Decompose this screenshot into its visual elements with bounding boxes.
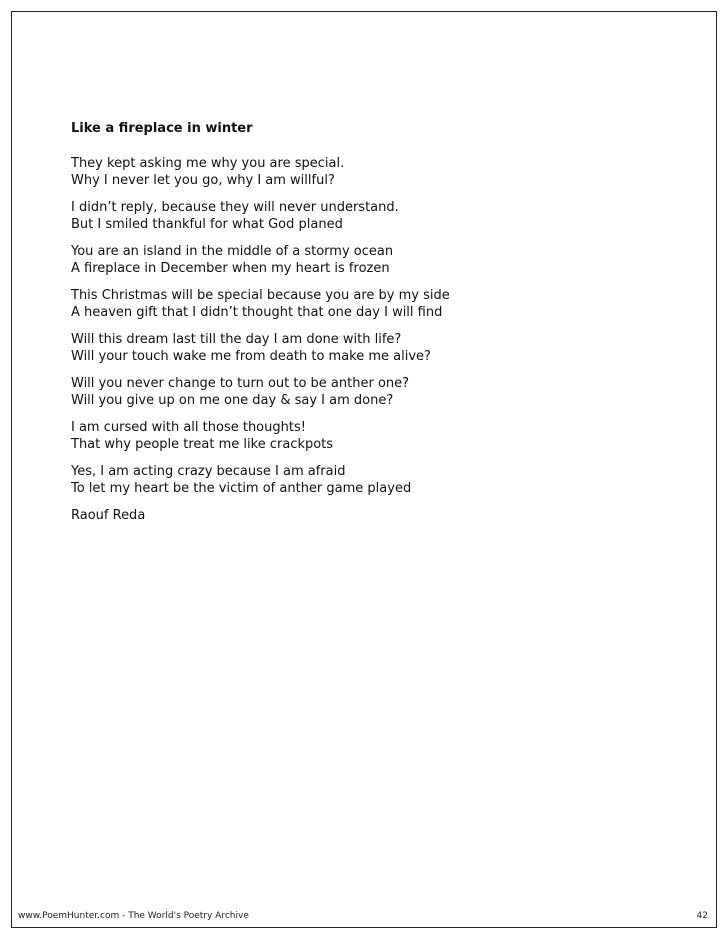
poem-line: I am cursed with all those thoughts!	[71, 420, 306, 435]
poem-line: Will this dream last till the day I am done with life?	[71, 332, 402, 347]
poem-line: A heaven gift that I didn’t thought that one day I will find	[71, 305, 443, 320]
poem-line: I didn’t reply, because they will never understand.	[71, 200, 399, 215]
stanza	[71, 199, 671, 233]
stanza	[71, 419, 671, 453]
footer-source: www.PoemHunter.com - The World's Poetry Archive	[18, 911, 249, 921]
stanza	[71, 331, 671, 365]
poem-line: This Christmas will be special because you are by my side	[71, 288, 450, 303]
stanza	[71, 375, 671, 409]
poem-line: That why people treat me like crackpots	[71, 437, 334, 452]
poem-line: Will your touch wake me from death to make me alive?	[71, 349, 431, 364]
poem	[71, 120, 671, 524]
poem-title: Like a fireplace in winter	[71, 121, 253, 136]
poem-line: You are an island in the middle of a stormy ocean	[71, 244, 394, 259]
poem-line: A fireplace in December when my heart is frozen	[71, 261, 390, 276]
poem-author: Raouf Reda	[71, 508, 146, 523]
poem-line: Why I never let you go, why I am willful?	[71, 173, 335, 188]
poem-line: To let my heart be the victim of anther game played	[71, 481, 412, 496]
stanza	[71, 287, 671, 321]
poem-line: Will you never change to turn out to be anther one?	[71, 376, 410, 391]
poem-line: Yes, I am acting crazy because I am afraid	[71, 464, 346, 479]
page-number: 42	[696, 911, 708, 921]
poem-line: But I smiled thankful for what God planed	[71, 217, 343, 232]
stanza	[71, 463, 671, 497]
poem-line: Will you give up on me one day & say I am done?	[71, 393, 394, 408]
stanza	[71, 155, 671, 189]
stanza	[71, 243, 671, 277]
poem-line: They kept asking me why you are special.	[71, 156, 345, 171]
